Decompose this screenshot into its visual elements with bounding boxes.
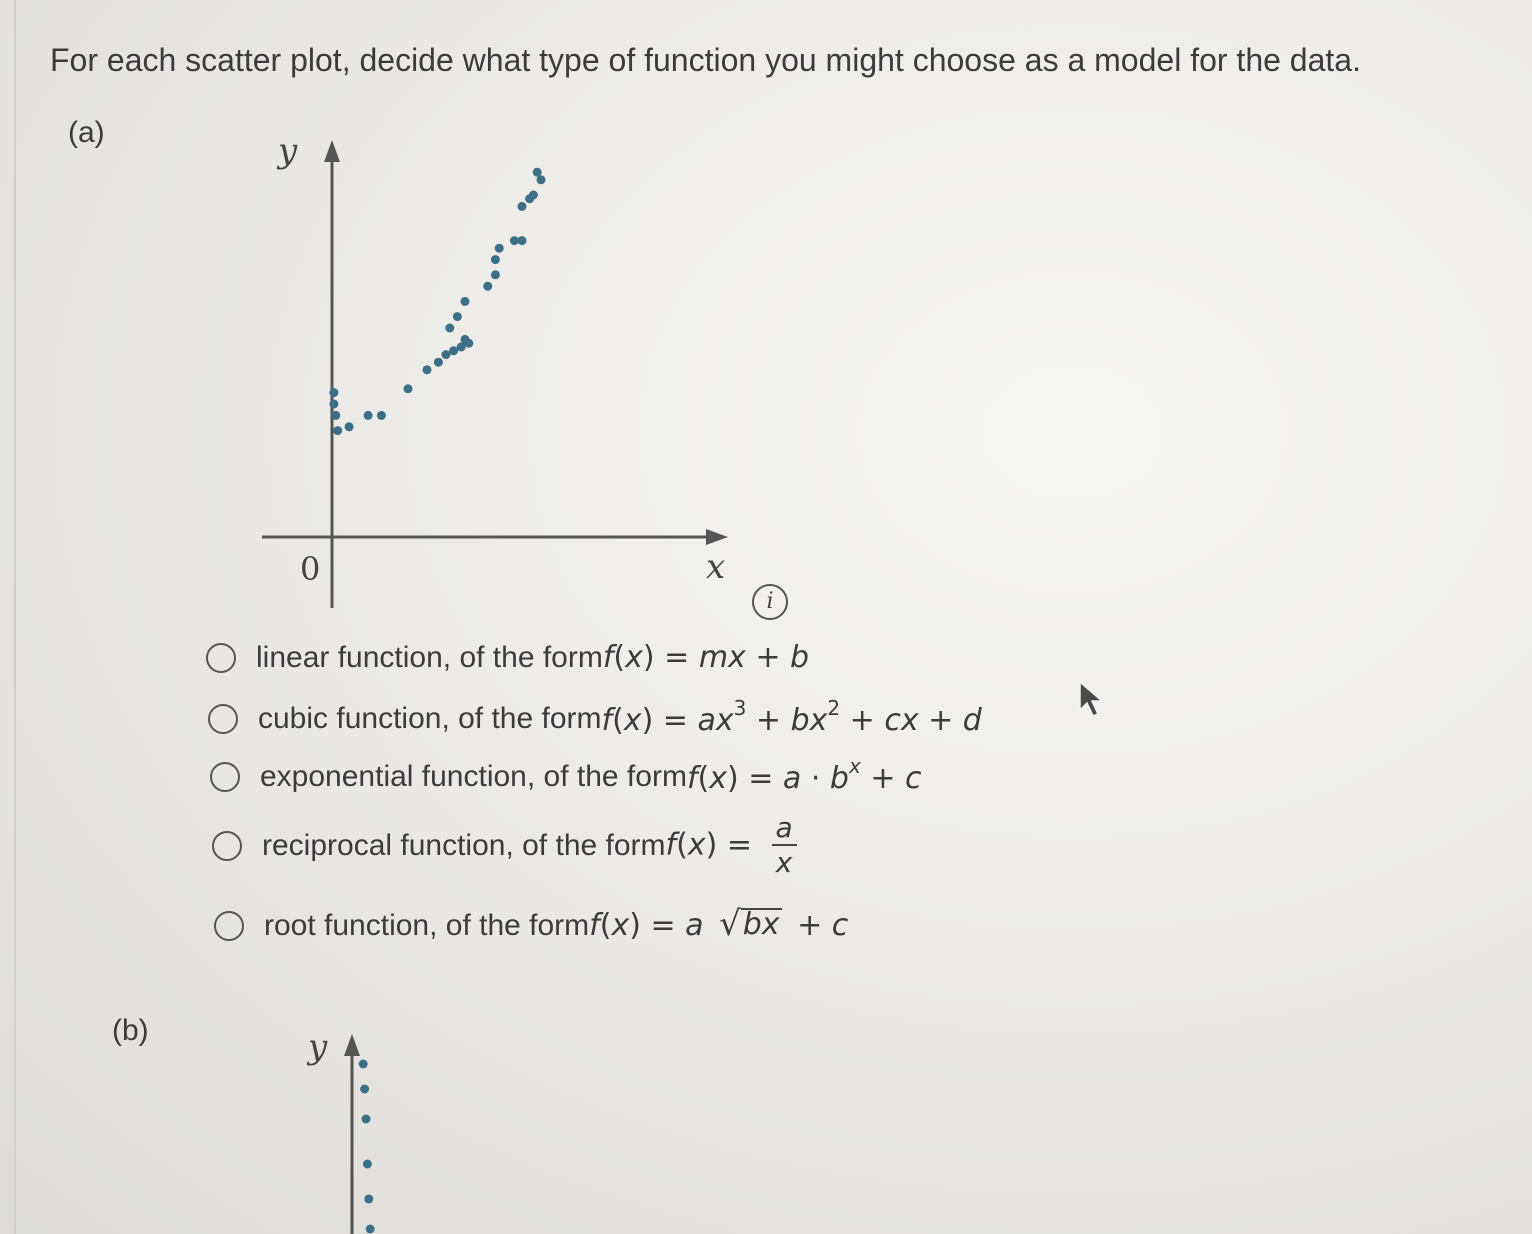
option-exponential-formula: $f(x) = a \cdot b^x + c$ (686, 754, 922, 796)
data-point (363, 1160, 372, 1169)
radio-cubic[interactable] (208, 704, 238, 734)
option-exponential[interactable] (210, 754, 922, 796)
data-point (464, 339, 473, 348)
data-point (537, 175, 546, 184)
radio-linear[interactable] (206, 643, 236, 673)
data-point (331, 411, 340, 420)
y-axis-label: y (278, 131, 298, 171)
data-point (404, 384, 413, 393)
data-point (423, 365, 432, 374)
scatter-points-b (359, 1060, 378, 1234)
option-cubic-formula: $f(x) = ax^3 + bx^2$ + cx + d (601, 696, 982, 738)
data-point (366, 1225, 375, 1234)
data-point (491, 270, 500, 279)
scatter-points-a (329, 168, 545, 435)
option-root[interactable] (214, 904, 849, 944)
data-point (483, 282, 492, 291)
data-point (360, 1085, 369, 1094)
radio-root[interactable] (214, 911, 244, 941)
y-axis-label-b: y (308, 1027, 328, 1067)
data-point (329, 388, 338, 397)
part-a-label: (a) (68, 116, 105, 149)
data-point (434, 358, 443, 367)
part-b-label: (b) (112, 1014, 149, 1047)
option-cubic[interactable] (208, 696, 982, 738)
data-point (453, 312, 462, 321)
data-point (377, 411, 386, 420)
option-cubic-text: cubic function, of the form (258, 702, 602, 735)
info-icon[interactable]: i (752, 584, 788, 620)
option-linear-text: linear function, of the form (256, 640, 603, 674)
data-point (359, 1060, 368, 1069)
x-axis-arrow (706, 529, 728, 545)
option-linear-formula: f(x) = mx + b (602, 640, 810, 675)
scatter-plot-b (300, 1024, 500, 1234)
option-exponential-text: exponential function, of the form (260, 760, 687, 793)
data-point (333, 426, 342, 435)
data-point (461, 297, 470, 306)
option-root-text: root function, of the form (264, 908, 590, 942)
option-reciprocal-text: reciprocal function, of the form (262, 829, 666, 862)
data-point (529, 191, 538, 200)
scatter-plot-a (250, 130, 750, 620)
option-root-formula: f(x) = a √ bx + c (589, 904, 849, 944)
data-point (345, 422, 354, 431)
radio-exponential[interactable] (210, 762, 240, 792)
data-point (518, 236, 527, 245)
data-point (364, 411, 373, 420)
data-point (329, 400, 338, 409)
page-left-border (14, 0, 16, 1234)
option-reciprocal-formula: f(x) = $\frac{a}{x}$ (666, 812, 797, 880)
y-axis-arrow (324, 140, 340, 162)
x-axis-label: x (706, 547, 726, 587)
data-point (364, 1195, 373, 1204)
option-reciprocal[interactable] (212, 812, 797, 880)
data-point (445, 324, 454, 333)
data-point (362, 1115, 371, 1124)
data-point (495, 244, 504, 253)
y-axis-arrow-b (344, 1034, 360, 1056)
data-point (518, 202, 527, 211)
radio-reciprocal[interactable] (212, 831, 242, 861)
mouse-cursor-icon (1076, 680, 1106, 720)
origin-label: 0 (300, 550, 321, 588)
data-point (491, 255, 500, 264)
option-linear[interactable] (206, 640, 809, 675)
instructions-text: For each scatter plot, decide what type of function you might choose as a model for the data. (50, 42, 1361, 78)
